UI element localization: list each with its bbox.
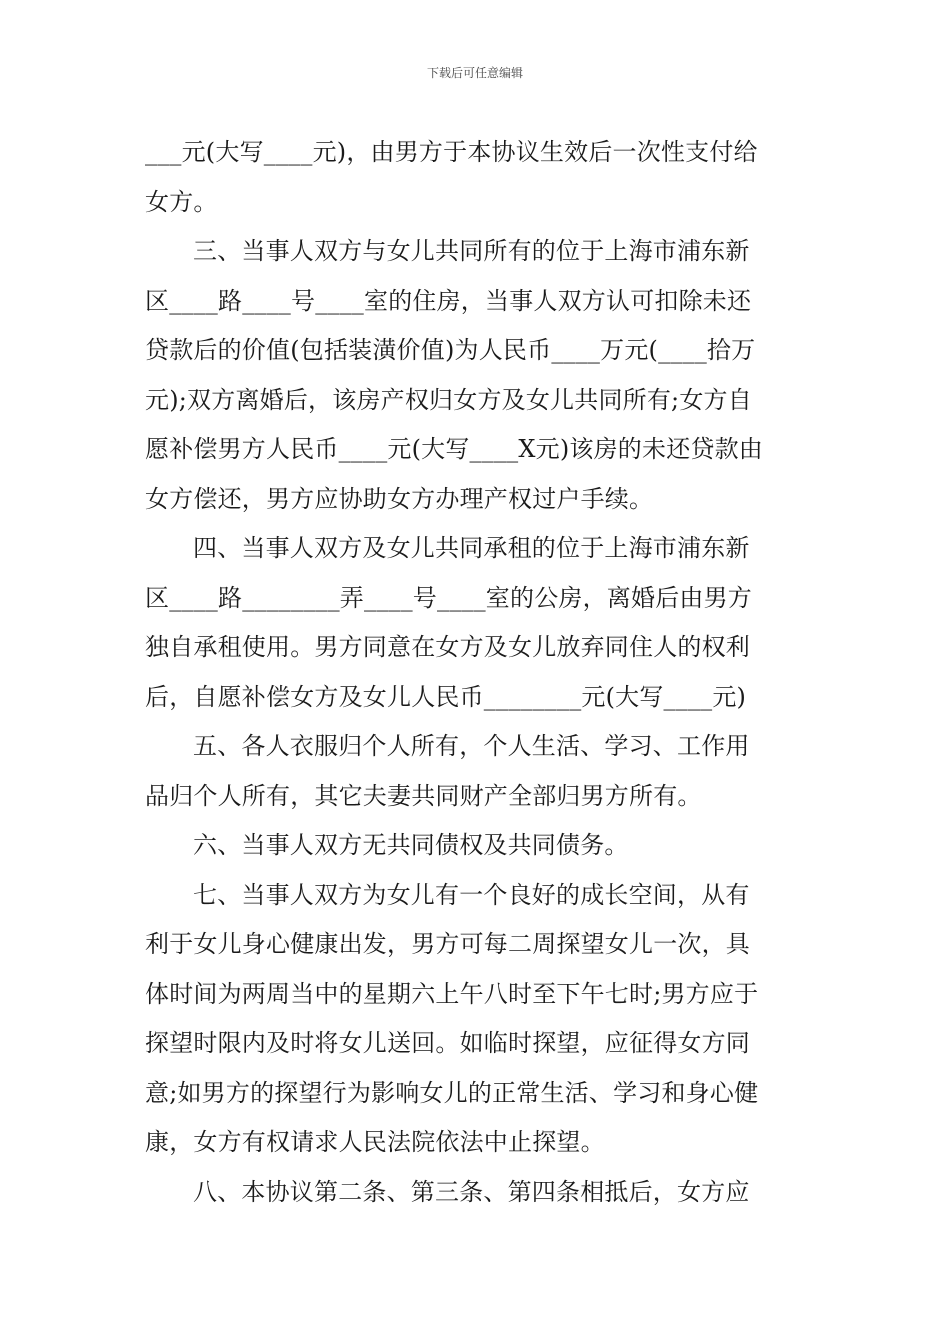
document-body — [145, 128, 807, 1217]
text-line-19: 探望时限内及时将女儿送回。如临时探望，应征得女方同 — [145, 1029, 750, 1057]
text-line-2: 女方。 — [145, 187, 218, 216]
clause-6: 六、当事人双方无共同债权及共同债务。 — [193, 831, 629, 859]
page-header: 下载后可任意编辑 — [426, 66, 523, 80]
text-line-17: 利于女儿身心健康出发，男方可每二周探望女儿一次，具 — [145, 930, 750, 958]
text-line-7: 愿补偿男方人民币____元(大写____X元)该房的未还贷款由 — [145, 435, 764, 463]
text-line-11: 独自承租使用。男方同意在女方及女儿放弃同住人的权利 — [145, 633, 750, 661]
text-line-14: 品归个人所有，其它夫妻共同财产全部归男方所有。 — [145, 781, 702, 810]
text-line-5: 贷款后的价值(包括装潢价值)为人民币____万元(____拾万 — [145, 336, 756, 364]
text-line-21: 康，女方有权请求人民法院依法中止探望。 — [145, 1128, 605, 1156]
clause-5-start: 五、各人衣服归个人所有，个人生活、学习、工作用 — [193, 732, 750, 760]
text-line-18: 体时间为两周当中的星期六上午八时至下午七时;男方应于 — [145, 979, 759, 1008]
text-line-10: 区____路________弄____号____室的公房，离婚后由男方 — [145, 583, 752, 612]
text-line-1: ___元(大写____元)，由男方于本协议生效后一次性支付给 — [145, 138, 758, 166]
text-line-12: 后，自愿补偿女方及女儿人民币________元(大写____元) — [145, 682, 747, 711]
text-line-8: 女方偿还，男方应协助女方办理产权过户手续。 — [145, 484, 654, 513]
text-line-6: 元);双方离婚后，该房产权归女方及女儿共同所有;女方自 — [145, 385, 752, 414]
clause-3-start: 三、当事人双方与女儿共同所有的位于上海市浦东新 — [193, 237, 750, 265]
clause-8-start: 八、本协议第二条、第三条、第四条相抵后，女方应 — [193, 1177, 750, 1206]
clause-4-start: 四、当事人双方及女儿共同承租的位于上海市浦东新 — [193, 534, 750, 562]
text-line-4: 区____路____号____室的住房，当事人双方认可扣除未还 — [145, 286, 752, 315]
clause-7-start: 七、当事人双方为女儿有一个良好的成长空间，从有 — [193, 880, 750, 909]
text-line-20: 意;如男方的探望行为影响女儿的正常生活、学习和身心健 — [145, 1078, 759, 1107]
